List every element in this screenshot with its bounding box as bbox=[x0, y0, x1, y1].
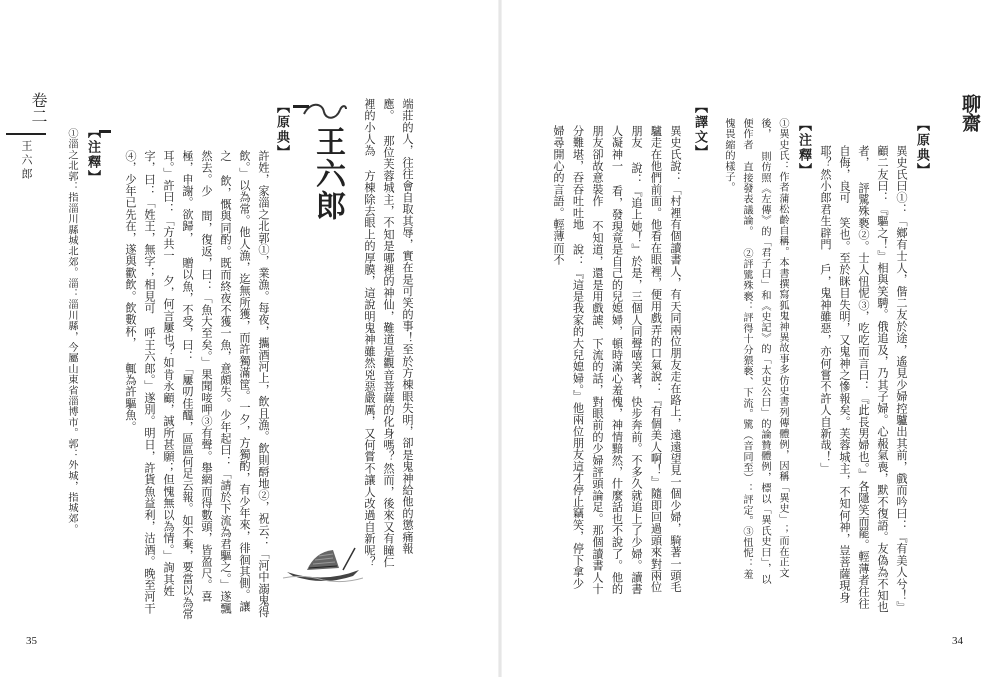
original-col: 顧二友曰：『驅之！』相與笑騁。俄追及，乃其子婦。心赧氣喪，默不復語。友偽為不知也者， bbox=[857, 145, 889, 613]
header-mark: 聊齋 bbox=[959, 94, 981, 132]
notes-block bbox=[60, 128, 80, 598]
chapter-subtitle: 王六郎 bbox=[20, 140, 33, 182]
note-col: 直接發表議論。 bbox=[741, 161, 752, 237]
notes-section-tag: 【注釋】 bbox=[796, 118, 811, 178]
original-col: 戶，鬼神雖惡，亦何嘗不許人自新哉！」 bbox=[819, 263, 832, 475]
original-col: 許姓，家淄之北郭①，業漁。每夜，攜酒河上，飲且漁。飲則酹地②，祝云：「河中溺鬼得 bbox=[257, 150, 270, 618]
original-text-block bbox=[105, 150, 273, 620]
note-col: ①淄之北郭：指淄川縣城北郊。淄：淄川縣，今屬山東省淄博市。郭：外城，指城郊。 bbox=[66, 128, 77, 535]
original-col: 夕，何言屢也？如肯永顧，誠所甚願；但愧無以為情。」詢其姓字，曰：「姓王，無字；相見可 bbox=[143, 150, 175, 597]
note-col: 則仿照《左傳》的「君子曰」和《史記》的「太史公曰」的論贊體例，標以「異氏史曰」，以便作者 bbox=[741, 118, 770, 585]
translation-section-tag: 【譯文】 bbox=[692, 100, 707, 160]
note-col: ②評騭殊褻：評得十分猥褻、下流。騭（音同至）：評定。③忸怩：羞愧畏縮的樣子。 bbox=[723, 118, 752, 580]
translation-block bbox=[552, 125, 685, 595]
original-text-block bbox=[816, 145, 911, 615]
tag-bar bbox=[293, 105, 309, 108]
original-section-tag: 【原典】 bbox=[914, 118, 929, 178]
original-col: 飲，慨與同酌。既而終夜不獲一魚，意頗失。少年起曰：「請於下流為君驅之。」遂飄然去。少 bbox=[200, 150, 232, 615]
original-section-tag: 【原典】 bbox=[274, 100, 289, 160]
commentary-col: 那位芙蓉城主，不知是哪裡的神仙，難道是觀音菩薩的化身嗎？然而，後來又有瞳仁裡的小人為 bbox=[363, 98, 395, 568]
commentary-col: 端莊的人，往往會自取其辱，實在是可笑的事！至於方棟眼失明，卻是鬼神給他的懲痛報應。 bbox=[382, 98, 414, 555]
translation-col: 驢走在他們前面。他看在眼裡，便用戲弄的口氣說：『有個美人啊！』隨即回過頭來對兩位朋友 bbox=[630, 125, 663, 593]
original-col: 間，復返，曰：「魚大至矣。」果聞唼呷③有聲。舉網而得數頭，皆盈尺。喜極，申謝。欲歸， bbox=[181, 150, 213, 603]
original-col: 輒為許驅魚。 bbox=[124, 362, 137, 433]
chapter-label: 卷二 bbox=[29, 92, 48, 124]
original-col: 贈以魚，不受，曰：「屢叨佳醞，區區何足云報。如不棄，要當以為常耳。」許曰：「方共一 bbox=[162, 150, 194, 620]
commentary-col: 方棟除去眼上的厚膜，這說明鬼神雖然兇惡嚴厲，又何嘗不讓人改過自新呢？ bbox=[363, 170, 376, 568]
original-col: 笑也。至於眯目失明，又鬼神之慘報矣。芙蓉城主，不知何神，豈菩薩現身耶？然小郎君生辟門 bbox=[819, 145, 851, 604]
translation-col: 說：『這是我家的大兒媳婦。』他兩位朋友這才停止竊笑，停下拿少婦尋開心的言語。輕薄而不 bbox=[552, 125, 585, 590]
original-col: 飲。」以為常。他人漁，迄無所獲，而許獨滿筐。一夕，方獨酌，有少年來，徘徊其側。讓之 bbox=[219, 150, 251, 613]
story-title: 王六郎 bbox=[310, 126, 345, 222]
original-col: 異史氏曰①：「鄉有士人，偕二友於途，遙見少婦控驢出其前，戲而吟曰：『有美人兮！』 bbox=[895, 145, 908, 613]
page-number-right: 34 bbox=[952, 635, 963, 647]
title-swirl-icon bbox=[300, 100, 350, 122]
note-col: ①異史氏：作者蒲松齡自稱。本書撰寫狐鬼神異故事多仿史書列傳體例，因稱「異史」；而在正文後， bbox=[759, 118, 788, 579]
original-col: 評騭殊褻②。士人忸怩③，吃吃而言曰：『此長男婦也。』各隱笑而罷。輕薄者往往自侮，良可 bbox=[838, 145, 870, 610]
translation-col: 異史氏說：「村裡有個讀書人，有天同兩位朋友走在路上，遠遠望見一個少婦，騎著一頭毛 bbox=[669, 125, 682, 593]
right-page bbox=[500, 0, 1000, 677]
translation-col: 說：『追上她！』於是，三個人同聲嘻笑著，快步奔前。不多久就追上了少婦。讀書人凝神一 bbox=[610, 125, 643, 595]
notes-section-tag: 【注釋】 bbox=[85, 125, 100, 185]
translation-col: 看，發現竟是自己的兒媳婦，頓時滿心羞愧，神情黯然，什麼話也不說了。他的朋友卻故意裝作 bbox=[591, 125, 624, 595]
notes-block bbox=[715, 118, 791, 588]
page-number-left: 35 bbox=[26, 635, 37, 647]
chapter-divider bbox=[6, 133, 46, 135]
original-col: 呼王六郎。」遂別。明日，許貨魚益利，沽酒。晚至河干④，少年已先在，遂與歡飲。飲數杯， bbox=[124, 150, 156, 615]
boat-illustration bbox=[283, 540, 363, 585]
commentary-block bbox=[345, 98, 417, 568]
translation-col: 不知道，還是用戲謔、下流的話，對眼前的少婦評頭論足。那個讀書人十分難堪，吞吞吐吐地 bbox=[571, 125, 604, 595]
